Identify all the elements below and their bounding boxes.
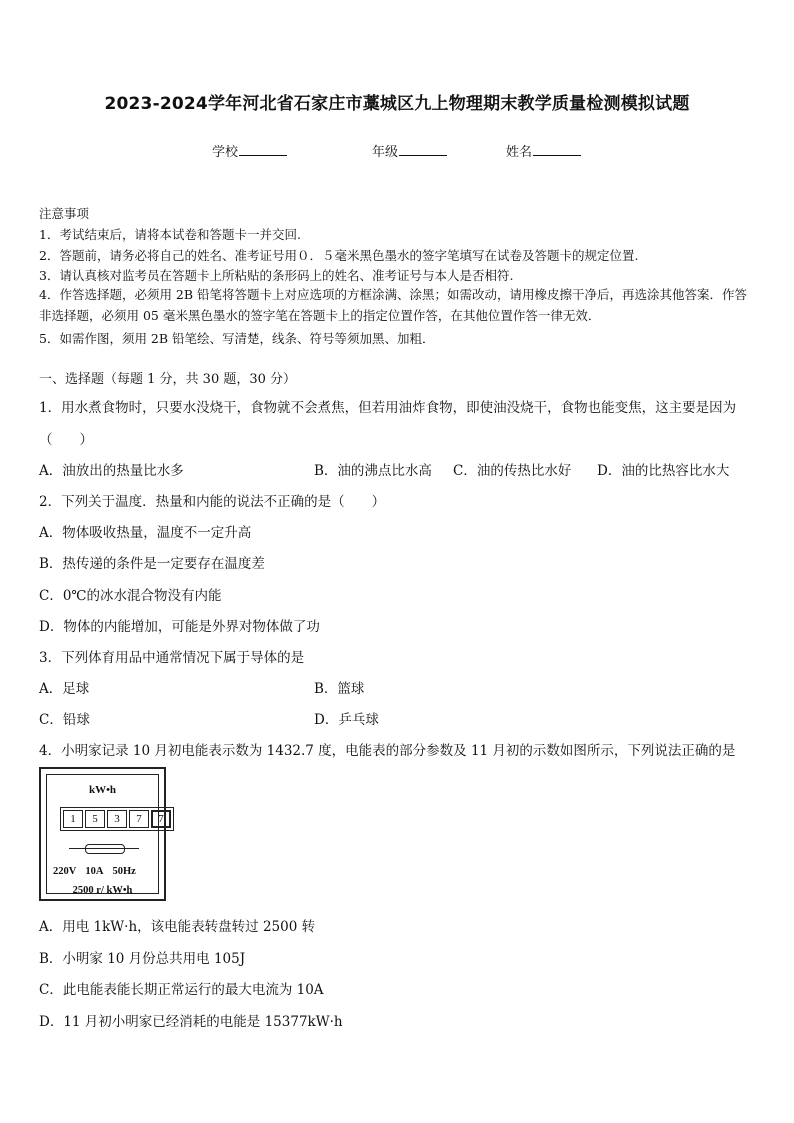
electricity-meter-figure: [39, 767, 166, 901]
meter-revolutions: 2500 r/ kW•h: [72, 885, 133, 896]
option-c: C．0℃的冰水混合物没有内能: [39, 588, 222, 604]
meter-panel: [46, 774, 164, 896]
notice-item: 3．请认真核对监考员在答题卡上所粘贴的条形码上的姓名、准考证号与本人是否相符.: [39, 268, 514, 283]
name-blank: [533, 143, 581, 156]
question-stem-continued: （ ）: [39, 432, 93, 448]
meter-voltage: 220V: [53, 866, 77, 877]
option-c: C．油的传热比水好: [453, 463, 572, 479]
option-a: A．物体吸收热量，温度不一定升高: [39, 525, 252, 541]
meter-frequency: 50Hz: [112, 866, 136, 877]
meter-specs: [53, 866, 145, 877]
grade-label: 年级: [372, 145, 399, 160]
option-c: C．此电能表能长期正常运行的最大电流为 10A: [39, 982, 324, 998]
option-d: D．乒乓球: [314, 712, 379, 728]
meter-unit: kW•h: [88, 784, 117, 796]
option-a: A．油放出的热量比水多: [39, 463, 184, 479]
question-stem: 4．小明家记录 10 月初电能表示数为 1432.7 度，电能表的部分参数及 11 月初的示数如图所示，下列说法正确的是: [39, 743, 736, 759]
school-label: 学校: [212, 145, 239, 160]
school-blank: [239, 143, 287, 156]
school-field: [212, 141, 287, 160]
meter-decimal-digit: 7: [151, 810, 171, 828]
meter-current: 10A: [85, 866, 104, 877]
question-stem: 3．下列体育用品中通常情况下属于导体的是: [39, 650, 305, 666]
notice-item: 5．如需作图，须用 2B 铅笔绘、写清楚，线条、符号等须加黑、加粗．: [39, 331, 435, 346]
section-heading: 一、选择题（每题 1 分，共 30 题，30 分）: [39, 372, 297, 387]
notice-item: 1．考试结束后，请将本试卷和答题卡一并交回.: [39, 227, 301, 242]
option-b: B．油的沸点比水高: [314, 463, 432, 479]
option-b: B．篮球: [314, 681, 365, 697]
option-a: A．用电 1kW·h，该电能表转盘转过 2500 转: [39, 919, 316, 935]
option-d: D．11 月初小明家已经消耗的电能是 15377kW·h: [39, 1014, 343, 1030]
grade-field: [372, 141, 447, 160]
meter-digit: 7: [129, 810, 149, 828]
page-title: 2023-2024学年河北省石家庄市藁城区九上物理期末教学质量检测模拟试题: [104, 94, 690, 114]
meter-digit: 3: [107, 810, 127, 828]
notice-item: 4．作答选择题，必须用 2B 铅笔将答题卡上对应选项的方框涂满、涂黑；如需改动，请用橡皮擦干净后，再选涂其他答案．作答非选择题，必须用 05 毫米黑色墨水的签字笔在答题卡上的指定位置作答，在其他位置作答一律无效．: [39, 287, 748, 323]
option-d: D．油的比热容比水大: [597, 463, 730, 479]
option-a: A．足球: [39, 681, 90, 697]
meter-disc-icon: [85, 844, 125, 854]
question-stem: 2．下列关于温度．热量和内能的说法不正确的是（ ）: [39, 494, 386, 510]
meter-digits: [60, 807, 174, 831]
name-field: [506, 141, 581, 160]
notice-title: 注意事项: [39, 206, 90, 221]
grade-blank: [399, 143, 447, 156]
option-c: C．铅球: [39, 712, 90, 728]
option-b: B．小明家 10 月份总共用电 105J: [39, 951, 246, 967]
meter-digit: 1: [63, 810, 83, 828]
notice-item: 2．答题前，请务必将自己的姓名、准考证号用０．５毫米黑色墨水的签字笔填写在试卷及答题卡的规定位置.: [39, 248, 639, 263]
question-stem: 1．用水煮食物时，只要水没烧干，食物就不会煮焦，但若用油炸食物，即使油没烧干，食物也能变焦，这主要是因为: [39, 400, 737, 416]
option-b: B．热传递的条件是一定要存在温度差: [39, 556, 265, 572]
meter-digit: 5: [85, 810, 105, 828]
name-label: 姓名: [506, 145, 533, 160]
option-d: D．物体的内能增加，可能是外界对物体做了功: [39, 619, 320, 635]
